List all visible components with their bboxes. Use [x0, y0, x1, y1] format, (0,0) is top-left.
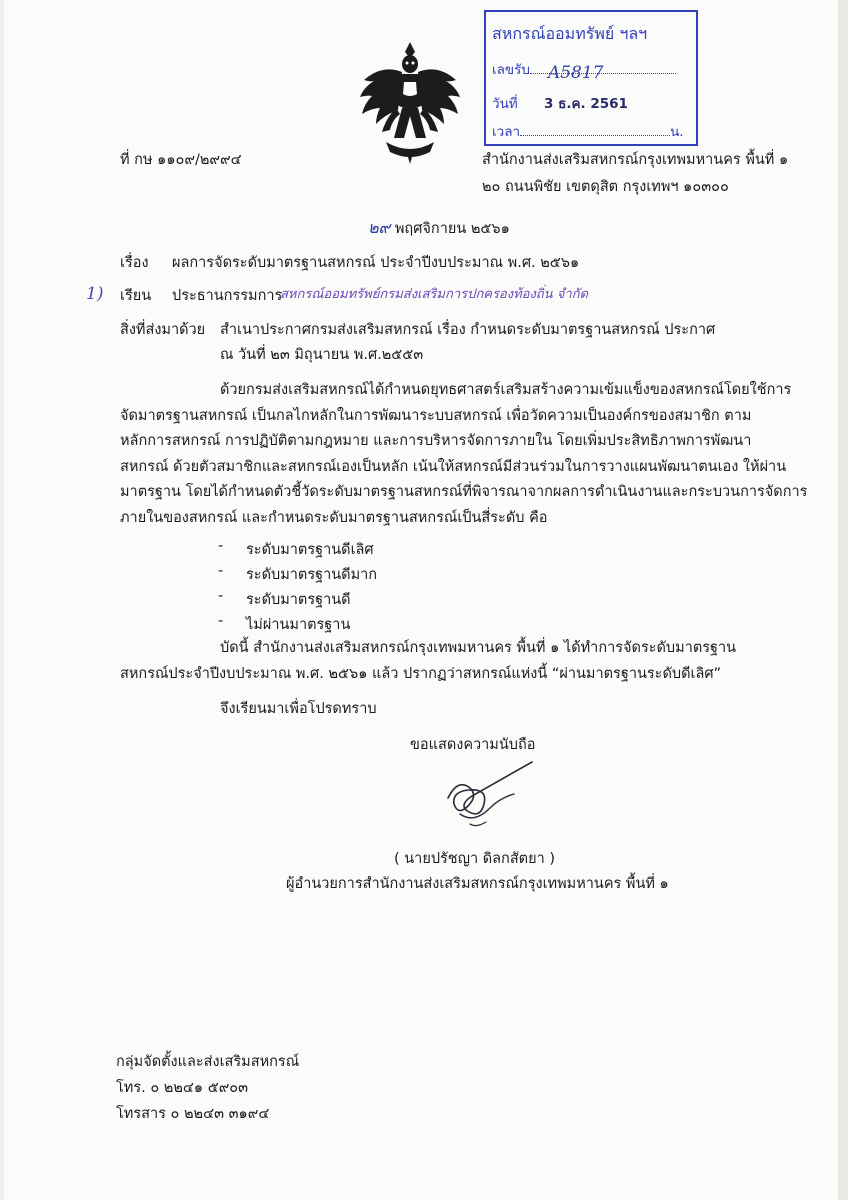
stamp-recv-label: เลขรับ — [492, 62, 530, 78]
stamp-recv-row — [492, 58, 676, 83]
margin-note: 1) — [86, 284, 104, 304]
garuda-emblem-icon — [356, 38, 464, 168]
stamp-org: สหกรณ์ออมทรัพย์ ฯลฯ — [492, 24, 648, 43]
signatory-position: ผู้อำนวยการสำนักงานส่งเสริมสหกรณ์กรุงเทพมหานคร พื้นที่ ๑ — [286, 876, 669, 892]
para1-line: จัดมาตรฐานสหกรณ์ เป็นกลไกหลักในการพัฒนาระบบสหกรณ์ เพื่อวัดความเป็นองค์กรของสมาชิก ตาม — [120, 407, 752, 424]
letter-date — [368, 218, 510, 239]
stamp-time-suffix: น. — [670, 124, 684, 140]
para1-line: หลักการสหกรณ์ การปฏิบัติตามกฎหมาย และการบริหารจัดการภายใน โดยเพิ่มประสิทธิภาพการพัฒนา — [120, 433, 752, 449]
stamp-time-label: เวลา — [492, 124, 521, 140]
para2-line1: บัดนี้ สำนักงานส่งเสริมสหกรณ์กรุงเทพมหานคร พื้นที่ ๑ ได้ทำการจัดระดับมาตรฐาน — [220, 640, 737, 656]
letter-date-rest: พฤศจิกายน ๒๕๖๑ — [394, 221, 510, 237]
stamp-recv-no: A5817 — [547, 63, 604, 83]
letter-date-day: ๒๙ — [368, 218, 391, 237]
closing-request: จึงเรียนมาเพื่อโปรดทราบ — [220, 701, 377, 717]
bullet-item: ระดับมาตรฐานดี — [246, 592, 351, 608]
para1-line: ด้วยกรมส่งเสริมสหกรณ์ได้กำหนดยุทธศาสตร์เสริมสร้างความเข้มแข็งของสหกรณ์โดยใช้การ — [220, 382, 792, 398]
signature-icon — [440, 758, 540, 832]
scan-edge-left — [0, 0, 4, 1200]
bullet-item: ไม่ผ่านมาตรฐาน — [246, 617, 351, 633]
reference-number: ที่ กษ ๑๑๐๙/๒๙๙๔ — [120, 152, 242, 168]
bullet-dash: - — [218, 613, 224, 629]
bullet-dash: - — [218, 563, 224, 579]
footer-tel: โทร. ๐ ๒๒๔๑ ๕๙๐๓ — [116, 1080, 249, 1096]
stamp-date-label: วันที่ — [492, 96, 518, 112]
bullet-item: ระดับมาตรฐานดีมาก — [246, 567, 378, 583]
enclosure-label: สิ่งที่ส่งมาด้วย — [120, 322, 206, 338]
to-text: ประธานกรรมการ — [172, 288, 283, 304]
para2-line2: สหกรณ์ประจำปีงบประมาณ พ.ศ. ๒๕๖๑ แล้ว ปรากฏว่าสหกรณ์แห่งนี้ “ผ่านมาตรฐานระดับดีเลิศ” — [120, 666, 722, 682]
para1-line: ภายในของสหกรณ์ และกำหนดระดับมาตรฐานสหกรณ์เป็นสี่ระดับ คือ — [120, 509, 548, 526]
footer-dept: กลุ่มจัดตั้งและส่งเสริมสหกรณ์ — [116, 1054, 300, 1070]
stamp-date-value: 3 ธ.ค. 2561 — [544, 96, 628, 112]
stamp-time-row — [492, 120, 684, 142]
received-stamp — [484, 10, 698, 146]
bullet-dash: - — [218, 538, 224, 554]
bullet-dash: - — [218, 588, 224, 604]
regards: ขอแสดงความนับถือ — [410, 737, 536, 753]
footer-fax: โทรสาร ๐ ๒๒๔๓ ๓๑๙๔ — [116, 1106, 270, 1122]
signatory-name: ( นายปรัชญา ดิลกสัตยา ) — [394, 851, 556, 867]
para1-line: สหกรณ์ ด้วยตัวสมาชิกและสหกรณ์เองเป็นหลัก เน้นให้สหกรณ์มีส่วนร่วมในการวางแผนพัฒนาตนเอง ให้ผ่าน — [120, 458, 787, 475]
office-name: สำนักงานส่งเสริมสหกรณ์กรุงเทพมหานคร พื้นที่ ๑ — [482, 152, 789, 168]
subject-text: ผลการจัดระดับมาตรฐานสหกรณ์ ประจำปีงบประมาณ พ.ศ. ๒๕๖๑ — [172, 255, 580, 271]
enclosure-line2: ณ วันที่ ๒๓ มิถุนายน พ.ศ.๒๕๕๓ — [220, 347, 424, 363]
to-label: เรียน — [120, 288, 152, 304]
office-address: ๒๐ ถนนพิชัย เขตดุสิต กรุงเทพฯ ๑๐๓๐๐ — [482, 179, 729, 195]
to-handwritten: สหกรณ์ออมทรัพย์กรมส่งเสริมการปกครองท้องถิ่น จำกัด — [280, 287, 588, 302]
enclosure-line1: สำเนาประกาศกรมส่งเสริมสหกรณ์ เรื่อง กำหนดระดับมาตรฐานสหกรณ์ ประกาศ — [220, 322, 716, 338]
body-paragraph-1 — [120, 378, 808, 531]
stamp-date-row — [492, 92, 628, 114]
scan-edge-right — [838, 0, 848, 1200]
bullet-item: ระดับมาตรฐานดีเลิศ — [246, 542, 374, 558]
para1-line: มาตรฐาน โดยได้กำหนดตัวชี้วัดระดับมาตรฐานสหกรณ์ที่พิจารณาจากผลการดำเนินงานและกระบวนการจัดการ — [120, 484, 808, 500]
subject-label: เรื่อง — [120, 255, 149, 271]
